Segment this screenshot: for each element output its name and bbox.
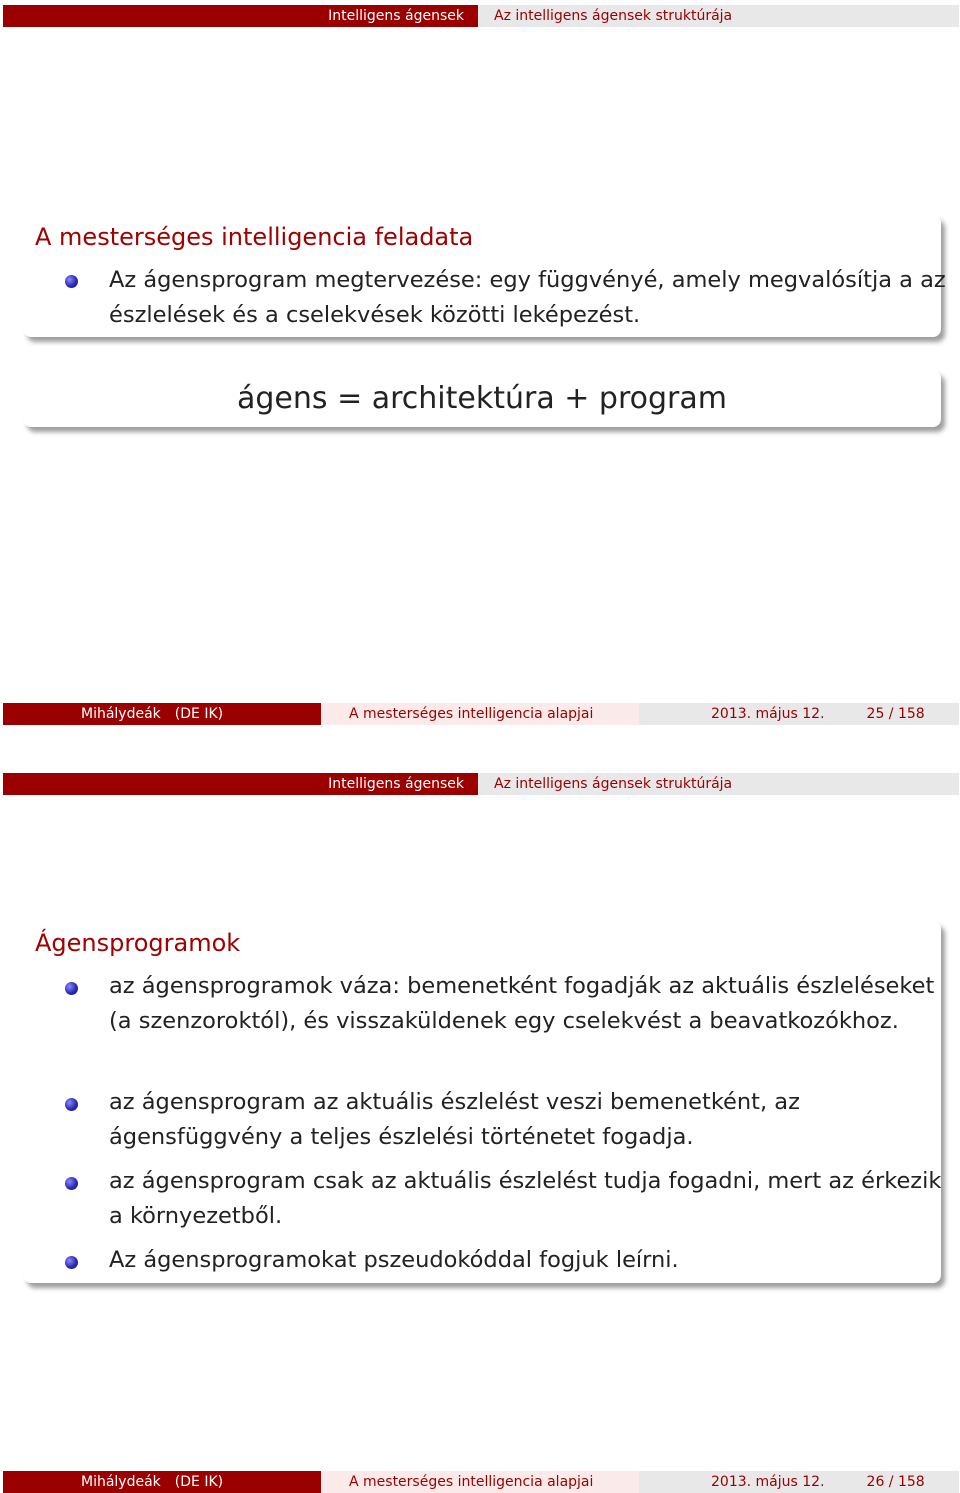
slide-26 [3,773,959,1493]
footer-page: 26 / 158 [866,1474,925,1490]
nav-section[interactable]: Intelligens ágensek [3,773,478,795]
block-title: A mesterséges intelligencia feladata [35,223,474,251]
bullet-text: az ágensprogram csak az aktuális észlelést tudja fogadni, mert az érkezik a környezetből. [109,1168,942,1229]
bullet-icon [65,1177,78,1190]
block-formula [23,370,941,427]
footer-title: A mesterséges intelligencia alapjai [321,1471,639,1493]
slide-25 [3,5,959,725]
footer [3,1471,959,1493]
nav-section[interactable]: Intelligens ágensek [3,5,478,27]
footer-title: A mesterséges intelligencia alapjai [321,703,639,725]
bullet-icon [65,982,78,995]
nav-subsection[interactable]: Az intelligens ágensek struktúrája [478,5,959,27]
bullet-icon [65,275,78,288]
block-feladata [23,215,946,337]
footer-date: 2013. május 12. [711,706,825,722]
bullet-text: Az ágensprogram megtervezése: egy függvényé, amely megvalósítja a az észlelések és a cselekvések közötti leképezést. [109,267,946,328]
bullet-text: az ágensprogramok váza: bemenetként fogadják az aktuális észleléseket (a szenzoroktól), és visszaküldenek egy cselekvést a beavatkozókhoz. [109,973,935,1034]
bullet-text: Az ágensprogramokat pszeudokóddal fogjuk leírni. [109,1247,679,1273]
block-agensprogramok [23,921,941,1283]
footer-date-page [639,1471,959,1493]
header-navigation [3,773,959,795]
nav-subsection[interactable]: Az intelligens ágensek struktúrája [478,773,959,795]
footer-page: 25 / 158 [866,706,925,722]
formula-text: ágens = architektúra + program [237,381,727,416]
bullet-text: az ágensprogram az aktuális észlelést veszi bemenetként, az ágensfüggvény a teljes észlelési történetet fogadja. [109,1089,800,1150]
footer-date: 2013. május 12. [711,1474,825,1490]
bullet-icon [65,1098,78,1111]
footer [3,703,959,725]
bullet-icon [65,1256,78,1269]
footer-author: Mihálydeák (DE IK) [3,703,321,725]
footer-date-page [639,703,959,725]
header-navigation [3,5,959,27]
footer-author: Mihálydeák (DE IK) [3,1471,321,1493]
block-title: Ágensprogramok [35,929,241,957]
